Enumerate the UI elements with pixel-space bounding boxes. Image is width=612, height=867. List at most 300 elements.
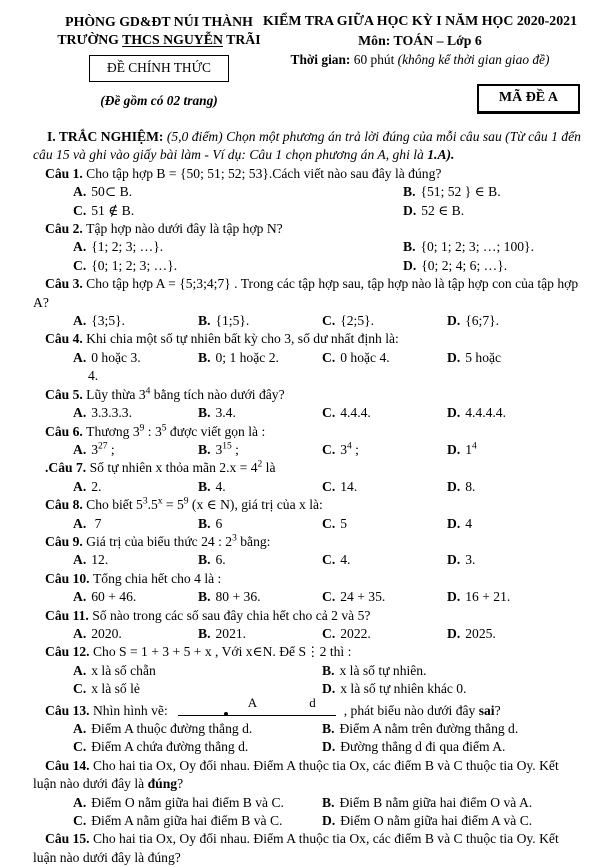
- text-segment: Cho S = 1 + 3 + 5 + x , Với x∈N. Để S⋮2 thì :: [92, 644, 352, 660]
- options-grid: [73, 720, 583, 757]
- question-stem: [33, 607, 583, 625]
- exponent: 2: [257, 459, 263, 470]
- option-text: [91, 516, 101, 531]
- department-name: PHÒNG GD&ĐT NÚI THÀNH: [65, 14, 253, 29]
- option-label: A.: [73, 441, 87, 457]
- option-A: [73, 349, 198, 367]
- text-segment: 2025.: [465, 625, 496, 641]
- option-B: [198, 588, 322, 606]
- option-text: [339, 663, 426, 678]
- text-segment: Tổng chia hết cho 4 là :: [92, 570, 222, 586]
- option-label: D.: [447, 405, 461, 421]
- text-segment: Số tự nhiên x thỏa mãn 2.x = 4: [89, 460, 258, 476]
- option-A: [73, 183, 403, 201]
- option-B: [403, 183, 583, 201]
- option-text: [91, 405, 132, 420]
- option-label: A.: [73, 478, 87, 494]
- option-text: [465, 313, 499, 328]
- option-label: D.: [447, 441, 461, 457]
- option-text: [91, 552, 108, 567]
- option-text: [91, 626, 122, 641]
- option-label: B.: [198, 405, 211, 421]
- option-text: [215, 589, 260, 604]
- section-instructions: (5,0 điểm) Chọn một phương án trả lời đúng của mỗi câu sau (Từ câu 1 đến câu 15 và ghi vào giấy bài làm - Ví dụ: Câu 1 chọn phương án A, ghi là: [33, 129, 581, 163]
- option-label: C.: [322, 515, 336, 531]
- text-segment: ;: [231, 441, 239, 457]
- question-6: [33, 423, 583, 460]
- question-stem: [33, 330, 583, 348]
- line-d: [178, 715, 336, 716]
- question-stem: [33, 423, 583, 441]
- text-segment: x là số lẻ: [91, 681, 140, 697]
- text-segment: = 5: [162, 497, 184, 513]
- text-segment: 1: [465, 441, 473, 457]
- option-B: [322, 662, 583, 680]
- option-text: [340, 313, 374, 328]
- text-segment: 51 ∉ B.: [91, 202, 135, 218]
- option-label: D.: [447, 515, 461, 531]
- option-B: [198, 404, 322, 422]
- option-label: B.: [322, 721, 335, 736]
- option-B: [198, 349, 322, 367]
- option-label: A.: [73, 625, 87, 641]
- question-number: Câu 2.: [45, 221, 87, 237]
- option-D: [447, 404, 583, 422]
- option-text: [215, 405, 235, 420]
- option-D: [322, 738, 583, 756]
- text-segment: 2022.: [340, 625, 371, 641]
- options-grid: [73, 551, 583, 569]
- option-text: [340, 552, 350, 567]
- option-label: A.: [73, 794, 87, 810]
- option-text: [465, 589, 510, 604]
- option-label: B.: [198, 589, 211, 605]
- option-label: D.: [403, 202, 417, 218]
- text-segment: ;: [351, 441, 359, 457]
- option-text: [340, 739, 505, 754]
- option-text: [421, 203, 464, 218]
- text-segment: {0; 2; 4; 6; …}.: [421, 257, 508, 273]
- option-text: [340, 442, 359, 457]
- option-text: [91, 203, 134, 218]
- option-C: [73, 738, 322, 756]
- option-text: [340, 681, 466, 696]
- question-number: Câu 11.: [45, 607, 93, 623]
- exponent: 27: [98, 441, 108, 452]
- option-B: [198, 515, 322, 533]
- option-label: B.: [322, 794, 335, 810]
- option-label: C.: [322, 478, 336, 494]
- option-text: [340, 405, 371, 420]
- text-segment: , phát biểu nào dưới đây: [343, 702, 479, 718]
- option-D: [447, 478, 583, 496]
- text-segment: 2.: [91, 478, 102, 494]
- text-segment: 2021.: [215, 625, 247, 641]
- option-A: [73, 551, 198, 569]
- question-number: Câu 5.: [45, 386, 87, 402]
- text-segment: ?: [494, 702, 501, 718]
- option-text: [91, 589, 136, 604]
- option-label: B.: [198, 478, 211, 494]
- option-text: [465, 350, 501, 365]
- option-text: [215, 313, 249, 328]
- option-B: [198, 478, 322, 496]
- option-text: [340, 813, 532, 828]
- question-stem: [33, 459, 583, 477]
- question-number: Câu 15.: [45, 831, 93, 847]
- question-stem: [33, 695, 583, 720]
- text-segment: bằng:: [236, 533, 271, 549]
- question-number: Câu 1.: [45, 165, 87, 181]
- option-C: [73, 680, 322, 698]
- option-label: B.: [403, 184, 416, 200]
- question-stem: [33, 165, 583, 183]
- exam-title: KIỂM TRA GIỮA HỌC KỲ I NĂM HỌC 2020-2021: [262, 14, 578, 29]
- text-segment: x là số tự nhiên.: [339, 662, 427, 678]
- option-A: [73, 441, 198, 459]
- text-segment: bằng tích nào dưới đây?: [150, 386, 285, 402]
- text-segment: 3: [91, 441, 99, 457]
- question-3: [33, 275, 583, 330]
- exam-time: [244, 50, 596, 69]
- option-A: [73, 238, 403, 256]
- option-text: [91, 739, 248, 754]
- school-name-post: TRÃI: [222, 32, 261, 47]
- section-heading: I. TRẮC NGHIỆM:: [47, 129, 164, 144]
- text-segment: 5: [340, 515, 348, 531]
- option-B: [198, 625, 322, 643]
- option-D: [447, 625, 583, 643]
- option-text: [91, 813, 282, 828]
- text-segment: Giá trị của biểu thức 24 : 2: [86, 533, 233, 549]
- option-text: [215, 516, 222, 531]
- text-segment: Cho tập hợp B = {50; 51; 52; 53}.Cách viết nào sau đây là đúng?: [86, 165, 442, 181]
- text-segment: Cho hai tia Ox, Oy đối nhau. Điểm A thuộc tia Ox, các điểm B và C thuộc tia Oy. Kết luận nào dưới đây là: [33, 757, 559, 792]
- text-segment: 0 hoặc 3.: [91, 349, 141, 365]
- option-label: A.: [73, 589, 87, 605]
- options-grid: [73, 349, 583, 367]
- text-segment: 60 + 46.: [91, 589, 137, 605]
- options-grid: [73, 312, 583, 330]
- question-stem: [33, 570, 583, 588]
- option-label: C.: [322, 405, 336, 421]
- options-grid: [73, 662, 583, 699]
- text-segment: {6;7}.: [465, 313, 500, 329]
- question-number: Câu 6.: [45, 423, 87, 439]
- options-grid: [73, 478, 583, 496]
- option-label: D.: [447, 478, 461, 494]
- option-D: [403, 202, 583, 220]
- option-label: A.: [73, 721, 87, 736]
- options-grid: [73, 625, 583, 643]
- question-number: Câu 12.: [45, 644, 93, 660]
- option-A: [73, 662, 322, 680]
- text-segment: đúng: [147, 776, 178, 792]
- question-5: [33, 386, 583, 423]
- text-segment: Cho biết 5: [86, 497, 143, 513]
- text-segment: {1;5}.: [215, 313, 250, 329]
- text-segment: Điểm B nằm giữa hai điểm O và A.: [339, 794, 533, 810]
- option-C: [73, 812, 322, 830]
- option-text: [465, 516, 472, 531]
- question-12: [33, 643, 583, 698]
- text-segment: 12.: [91, 552, 109, 568]
- exponent: 4: [145, 386, 151, 397]
- option-text: [420, 184, 500, 199]
- text-segment: Tập hợp nào dưới đây là tập hợp N?: [86, 221, 283, 237]
- text-segment: Số nào trong các số sau đây chia hết cho cả 2 và 5?: [92, 607, 371, 623]
- option-continuation: 4.: [88, 368, 99, 384]
- question-8: [33, 496, 583, 533]
- text-segment: {0; 1; 2; 3; …}.: [91, 257, 178, 273]
- text-segment: Khi chia một số tự nhiên bất kỳ cho 3, số dư nhất định là:: [86, 331, 399, 347]
- official-exam-box: ĐỀ CHÍNH THỨC: [89, 55, 229, 82]
- options-grid: [73, 794, 583, 831]
- option-text: [215, 350, 278, 365]
- option-D: [447, 441, 583, 459]
- text-segment: 6.: [215, 552, 226, 568]
- option-label: B.: [198, 313, 211, 329]
- text-segment: 3: [215, 441, 223, 457]
- option-label: C.: [73, 681, 87, 697]
- text-segment: là: [262, 460, 276, 476]
- option-label: B.: [198, 515, 211, 531]
- option-text: [465, 405, 506, 420]
- question-4: [33, 330, 583, 385]
- option-label: A.: [73, 515, 87, 531]
- option-label: D.: [322, 681, 336, 697]
- option-label: C.: [322, 441, 336, 457]
- option-label: C.: [73, 202, 87, 218]
- exam-subject: Môn: TOÁN – Lớp 6: [358, 33, 482, 48]
- option-text: [420, 239, 534, 254]
- text-segment: ?: [177, 776, 184, 792]
- option-label: A.: [73, 349, 87, 365]
- option-text: [465, 552, 475, 567]
- text-segment: 4.: [215, 478, 226, 494]
- text-segment: 0; 1 hoặc 2.: [215, 349, 279, 365]
- question-13: [33, 695, 583, 757]
- option-text: [340, 479, 357, 494]
- text-segment: 0 hoặc 4.: [340, 349, 390, 365]
- option-label: C.: [322, 349, 336, 365]
- text-segment: {0; 1; 2; 3; …; 100}.: [420, 239, 534, 255]
- option-text: [340, 516, 347, 531]
- exponent: 4: [347, 441, 352, 452]
- option-label: A.: [73, 552, 87, 568]
- question-number: Câu 8.: [45, 497, 87, 513]
- text-segment: Thương 3: [86, 423, 140, 439]
- exponent: 15: [222, 441, 232, 452]
- text-segment: Cho tập hợp A = {5;3;4;7} . Trong các tập hợp sau, tập hợp nào là tập hợp con của tập hợp A?: [33, 276, 579, 310]
- exponent: 3: [232, 533, 237, 544]
- option-label: B.: [403, 239, 416, 255]
- option-text: [215, 442, 238, 457]
- option-label: D.: [447, 552, 461, 568]
- questions-list: [33, 165, 583, 867]
- question-number: .Câu 7.: [45, 460, 90, 476]
- text-segment: 2020.: [91, 625, 122, 641]
- line-figure: [178, 695, 336, 719]
- option-text: [91, 721, 252, 736]
- option-label: C.: [322, 589, 336, 605]
- text-segment: Điểm O nằm giữa hai điểm B và C.: [91, 794, 284, 810]
- text-segment: Cho hai tia Ox, Oy đối nhau. Điểm A thuộc tia Ox, các điểm B và C thuộc tia Oy. Kết luận nào dưới đây là đúng?: [33, 831, 559, 865]
- point-A-label: A: [247, 695, 258, 711]
- option-label: B.: [198, 625, 211, 641]
- option-C: [322, 312, 447, 330]
- option-label: B.: [322, 662, 335, 678]
- option-D: [447, 349, 583, 367]
- text-segment: Nhìn hình vẽ:: [92, 702, 168, 718]
- option-C: [322, 478, 447, 496]
- option-label: B.: [198, 552, 211, 568]
- option-A: [73, 588, 198, 606]
- options-grid: [73, 183, 583, 220]
- school-name-pre: TRƯỜNG: [57, 32, 123, 47]
- option-D: [447, 588, 583, 606]
- text-segment: Điểm O nằm giữa hai điểm A và C.: [340, 813, 533, 829]
- option-A: [73, 515, 198, 533]
- text-segment: 4: [465, 515, 473, 531]
- text-segment: Lũy thừa 3: [86, 386, 146, 402]
- question-number: Câu 10.: [45, 570, 93, 586]
- option-label: D.: [447, 625, 461, 641]
- option-label: D.: [447, 313, 461, 329]
- option-text: [91, 479, 101, 494]
- option-text: [91, 442, 114, 457]
- text-segment: .5: [147, 497, 158, 513]
- text-segment: ;: [107, 441, 115, 457]
- option-D: [447, 312, 583, 330]
- option-label: B.: [198, 349, 211, 365]
- option-label: D.: [447, 589, 461, 605]
- options-grid: [73, 441, 583, 459]
- question-stem: [33, 643, 583, 661]
- option-D: [403, 257, 583, 275]
- options-grid: [73, 404, 583, 422]
- option-text: [91, 258, 177, 273]
- text-segment: (x ∈ N), giá trị của x là:: [188, 497, 323, 513]
- question-number: Câu 4.: [45, 331, 87, 347]
- option-label: C.: [322, 552, 336, 568]
- question-15: [33, 830, 583, 867]
- question-number: Câu 14.: [45, 757, 93, 773]
- text-segment: Điểm A thuộc đường thẳng d.: [91, 721, 253, 736]
- text-segment: Điểm A nằm giữa hai điểm B và C.: [91, 813, 283, 829]
- option-D: [322, 812, 583, 830]
- text-segment: 24 + 35.: [340, 589, 386, 605]
- exponent: x: [157, 496, 163, 507]
- question-10: [33, 570, 583, 607]
- option-A: [73, 478, 198, 496]
- question-number: Câu 3.: [45, 276, 87, 292]
- text-segment: 16 + 21.: [465, 589, 511, 605]
- option-text: [339, 795, 532, 810]
- text-segment: được viết gọn là :: [166, 423, 266, 439]
- option-label: C.: [322, 313, 336, 329]
- option-label: A.: [73, 239, 87, 255]
- point-A-dot: [224, 712, 228, 716]
- option-text: [91, 239, 163, 254]
- text-segment: x là số tự nhiên khác 0.: [340, 681, 467, 697]
- option-text: [340, 589, 385, 604]
- option-B: [322, 794, 583, 812]
- question-stem: [33, 220, 583, 238]
- option-B: [198, 551, 322, 569]
- text-segment: 3.: [465, 552, 476, 568]
- exponent: 3: [142, 496, 148, 507]
- text-segment: {2;5}.: [340, 313, 375, 329]
- option-text: [91, 184, 132, 199]
- exponent: 9: [139, 422, 145, 433]
- text-segment: Điểm A chứa đường thẳng d.: [91, 739, 249, 755]
- question-11: [33, 607, 583, 644]
- text-segment: 4.4.4.4.: [465, 405, 506, 421]
- exam-header: [0, 0, 612, 122]
- text-segment: 3: [340, 441, 348, 457]
- question-9: [33, 533, 583, 570]
- option-label: D.: [403, 257, 417, 273]
- question-7: [33, 459, 583, 496]
- exponent: 9: [183, 496, 189, 507]
- option-C: [322, 588, 447, 606]
- option-text: [465, 442, 477, 457]
- option-A: [73, 312, 198, 330]
- options-grid: [73, 588, 583, 606]
- header-right-block: [244, 13, 596, 69]
- text-segment: 4.: [340, 552, 351, 568]
- text-segment: {51; 52 } ∈ B.: [420, 184, 501, 200]
- question-stem: [33, 496, 583, 514]
- text-segment: {3;5}.: [91, 313, 126, 329]
- option-label: B.: [198, 441, 211, 457]
- option-A: [73, 625, 198, 643]
- school-name-underlined: THCS NGUYỄN: [122, 32, 223, 47]
- question-stem: [33, 275, 583, 312]
- exponent: 4: [472, 441, 477, 452]
- question-number: Câu 9.: [45, 533, 87, 549]
- question-stem: [33, 386, 583, 404]
- options-grid: [73, 515, 583, 533]
- option-text: [91, 663, 156, 678]
- question-stem: [33, 757, 583, 794]
- option-B: [403, 238, 583, 256]
- text-segment: 50⊂ B.: [91, 184, 133, 200]
- option-A: [73, 404, 198, 422]
- question-14: [33, 757, 583, 831]
- option-text: [91, 313, 125, 328]
- text-segment: : 3: [144, 423, 162, 439]
- option-text: [465, 626, 496, 641]
- option-B: [198, 312, 322, 330]
- section-example: 1.A).: [427, 147, 455, 163]
- text-segment: Đường thẳng d đi qua điểm A.: [340, 739, 506, 755]
- option-label: C.: [73, 739, 87, 755]
- section-intro: [33, 128, 583, 165]
- option-label: C.: [73, 257, 87, 273]
- text-segment: x là số chẵn: [91, 662, 156, 678]
- option-text: [339, 721, 518, 736]
- option-C: [322, 625, 447, 643]
- option-text: [91, 681, 140, 696]
- option-D: [447, 551, 583, 569]
- option-C: [73, 257, 403, 275]
- text-segment: 6: [215, 515, 223, 531]
- text-segment: 5 hoặc: [465, 349, 502, 365]
- time-label: Thời gian:: [290, 52, 351, 67]
- text-segment: 52 ∈ B.: [421, 202, 465, 218]
